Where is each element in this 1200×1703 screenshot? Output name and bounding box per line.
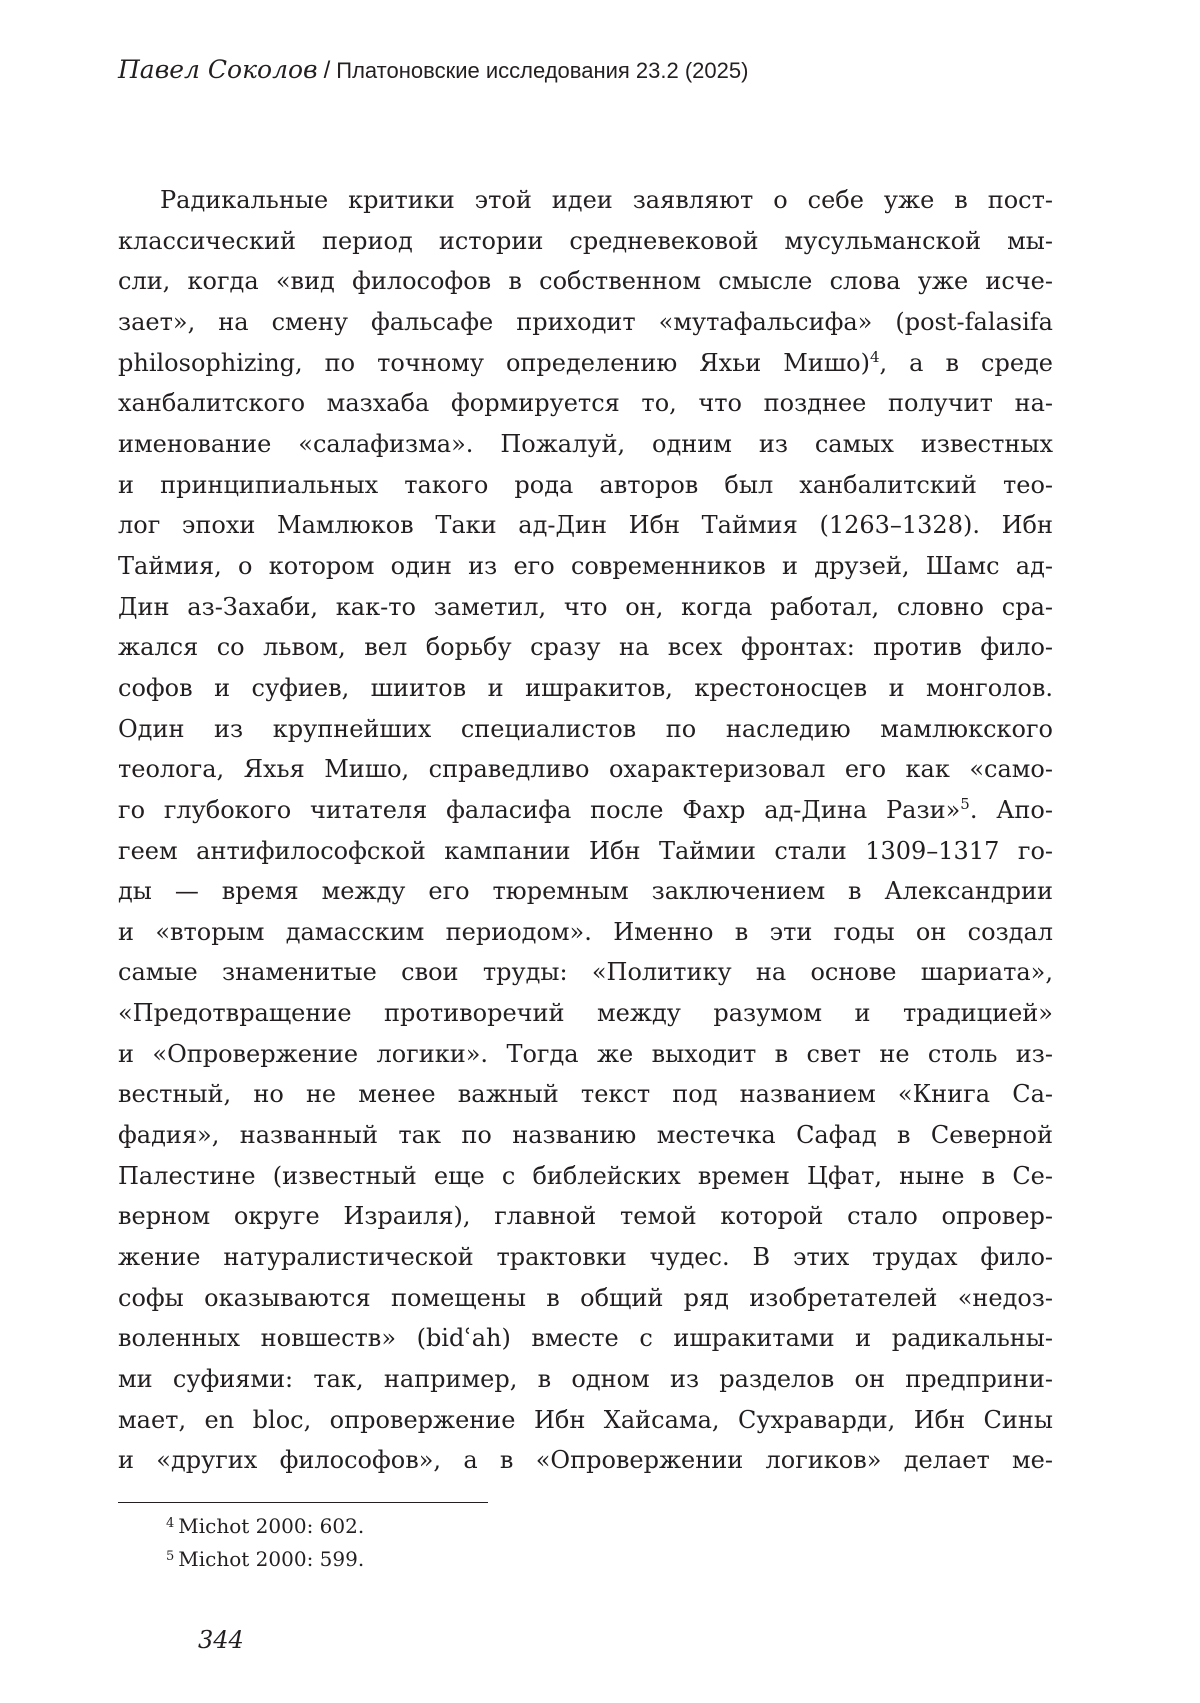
text-line: Радикальные критики этой идеи заявляют о себе уже в пост- [160, 186, 1053, 214]
text-fragment: . Апо- [969, 795, 1053, 824]
footnote-4 [166, 1510, 364, 1543]
footnote-number: 5 [166, 1549, 175, 1564]
text-line: верном округе Израиля), главной темой которой стало опровер- [118, 1202, 1053, 1231]
text-line: ханбалитского мазхаба формируется то, что позднее получит на- [118, 389, 1053, 418]
text-line: воленных новшеств» (bidʿah) вместе с ишракитами и радикальны- [118, 1324, 1053, 1353]
text-line: мает, en bloc, опровержение Ибн Хайсама, Сухраварди, Ибн Сины [118, 1405, 1053, 1434]
text-line: фадия», названный так по названию местечка Сафад в Северной [118, 1121, 1053, 1150]
text-fragment: philosophizing, по точному определению Яхьи Мишо) [118, 348, 870, 377]
text-line: вестный, но не менее важный текст под названием «Книга Са- [118, 1080, 1053, 1109]
text-line: именование «салафизма». Пожалуй, одним из самых известных [118, 429, 1053, 458]
text-line: геем антифилософской кампании Ибн Таймии стали 1309–1317 го- [118, 836, 1053, 865]
text-line: самые знаменитые свои труды: «Политику на основе шариата», [118, 958, 1053, 987]
footnote-ref-5: 5 [960, 794, 970, 813]
footnote-ref-4: 4 [869, 347, 880, 366]
text-line: ды — время между его тюремным заключением в Александрии [118, 877, 1053, 906]
text-line: теолога, Яхья Мишо, справедливо охарактеризовал его как «само- [118, 755, 1053, 784]
text-line: ми суфиями: так, например, в одном из разделов он предприни- [118, 1365, 1053, 1394]
footnote-text: Michot 2000: 599. [178, 1547, 365, 1571]
text-line: классический период истории средневековой мусульманской мы- [118, 226, 1053, 255]
text-line [118, 790, 1053, 831]
text-line: Палестине (известный еще с библейских времен Цфат, ныне в Се- [118, 1161, 1053, 1190]
text-line: софы оказываются помещены в общий ряд изобретателей «недоз- [118, 1283, 1053, 1312]
page-number: 344 [198, 1626, 244, 1654]
text-line: Дин аз-Захаби, как-то заметил, что он, когда работал, словно сра- [118, 592, 1053, 621]
text-line [118, 343, 1053, 384]
text-line: зает», на смену фальсафе приходит «мутафальсифа» (post-falasifa [118, 307, 1053, 336]
text-line: и «Опровержение логики». Тогда же выходит в свет не столь из- [118, 1039, 1053, 1068]
text-line: жение натуралистической трактовки чудес. В этих трудах фило- [118, 1243, 1053, 1272]
text-line: и «вторым дамасским периодом». Именно в эти годы он создал [118, 917, 1053, 946]
journal-title: Платоновские исследования 23.2 (2025) [336, 58, 749, 83]
text-line: жался со львом, вел борьбу сразу на всех фронтах: против фило- [118, 633, 1053, 662]
text-line: Один из крупнейших специалистов по наследию мамлюкского [118, 714, 1053, 743]
footnotes [166, 1510, 364, 1576]
text-line: Таймия, о котором один из его современников и друзей, Шамс ад- [118, 551, 1053, 580]
text-line: лог эпохи Мамлюков Таки ад-Дин Ибн Таймия (1263–1328). Ибн [118, 511, 1053, 540]
text-fragment: го глубокого читателя фаласифа после Фахр ад-Дина Рази» [118, 795, 961, 824]
text-line: и принципиальных такого рода авторов был ханбалитский тео- [118, 470, 1053, 499]
footnote-5 [166, 1543, 364, 1576]
text-fragment: , а в среде [879, 348, 1053, 377]
footnote-number: 4 [166, 1516, 175, 1531]
header-separator: / [323, 57, 331, 84]
text-line: «Предотвращение противоречий между разумом и традицией» [118, 999, 1053, 1028]
footnote-text: Michot 2000: 602. [178, 1514, 365, 1538]
text-line: софов и суфиев, шиитов и ишракитов, крестоносцев и монголов. [118, 673, 1053, 702]
text-line: сли, когда «вид философов в собственном смысле слова уже исче- [118, 267, 1053, 296]
author-name: Павел Соколов [118, 55, 318, 84]
main-text [118, 180, 1053, 1481]
running-head [118, 52, 748, 89]
footnote-divider [118, 1502, 488, 1503]
text-line: и «других философов», а в «Опровержении логиков» делает ме- [118, 1446, 1053, 1475]
